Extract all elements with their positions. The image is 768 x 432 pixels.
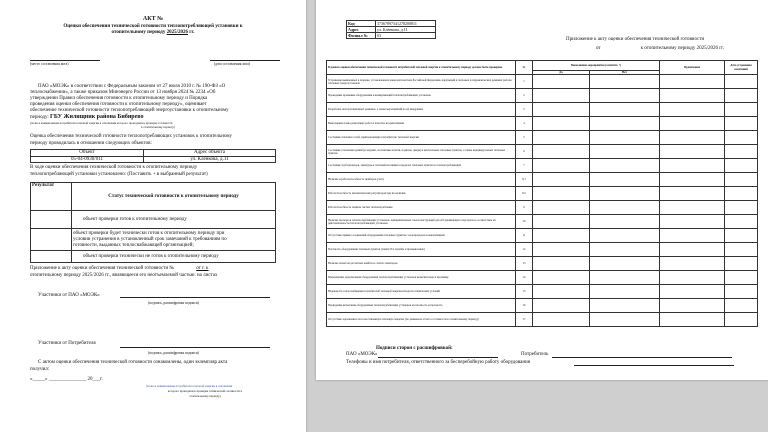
- address-value: ул. Клёнкова, д.11: [376, 27, 436, 33]
- requirement-date-cell[interactable]: [725, 285, 758, 299]
- requirement-yes-cell[interactable]: [533, 229, 590, 243]
- branch-value: 03: [376, 33, 436, 39]
- requirement-yes-cell[interactable]: [533, 173, 590, 187]
- requirement-yes-cell[interactable]: [533, 187, 590, 201]
- objects-header-object: Объект: [31, 150, 144, 157]
- requirement-row: [327, 271, 758, 285]
- code-label: Код: [347, 21, 376, 27]
- requirement-date-cell[interactable]: [725, 173, 758, 187]
- header-info-table: [346, 20, 436, 39]
- requirement-no-cell[interactable]: [589, 313, 659, 327]
- requirement-note-cell[interactable]: [660, 285, 725, 299]
- requirement-no-cell[interactable]: [589, 257, 659, 271]
- ack-date: «_____» _______________ 20___г.: [30, 377, 103, 382]
- act-page: [0, 0, 306, 432]
- status-header-result: Результат: [31, 183, 72, 211]
- requirement-note-cell[interactable]: [660, 131, 725, 145]
- object-address: ул. Клёнкова, д.11: [144, 156, 276, 163]
- requirement-note-cell[interactable]: [660, 215, 725, 229]
- requirement-number: 2: [516, 89, 533, 103]
- check-line-1: Оценка обеспечения технической готовности теплопотребляющих установок к отопительному: [30, 134, 233, 139]
- signatures-title: Подписи сторон с расшифровкой:: [376, 346, 453, 351]
- ack-line-2: получил:: [30, 367, 50, 372]
- requirement-yes-cell[interactable]: [533, 257, 590, 271]
- requirement-row: [327, 299, 758, 313]
- intro-line: обеспечение технической готовности теплопотребляющей энергоустановки к отопительному: [30, 108, 229, 113]
- appendix-title-2: от к отопительному периоду 2025/2026 гг.: [596, 46, 725, 51]
- requirement-yes-cell[interactable]: [533, 89, 590, 103]
- requirement-number: 8.1: [516, 173, 533, 187]
- requirement-no-cell[interactable]: [589, 159, 659, 173]
- requirement-row: [327, 285, 758, 299]
- footer-note-3: отопительному периоду): [189, 394, 221, 398]
- requirement-yes-cell[interactable]: [533, 201, 590, 215]
- sign-moek-label-2: ПАО «МОЭК»: [346, 352, 378, 357]
- requirement-text: Выполнение плана ремонтных работ и качество их выполнения: [327, 117, 516, 131]
- requirement-text: Плотность оборудования тепловых пунктов (спектр P и пломбы и промывочных): [327, 243, 516, 257]
- act-subtitle-1: Оценки обеспечения технической готовности теплопотребляющей установки к: [63, 24, 243, 29]
- requirement-note-cell[interactable]: [660, 173, 725, 187]
- object-code: 05-04-0930/011: [31, 156, 144, 163]
- requirement-no-cell[interactable]: [589, 131, 659, 145]
- requirement-note-cell[interactable]: [660, 117, 725, 131]
- requirement-number: 17: [516, 313, 533, 327]
- requirement-date-cell[interactable]: [725, 243, 758, 257]
- act-subtitle-2: отопительному периоду 2025/2026 гг.: [111, 30, 195, 35]
- requirement-text: Работоспособность автоматических регуляторов при их наличии: [327, 187, 516, 201]
- requirement-row: [327, 229, 758, 243]
- requirement-text: Проведение промывки оборудования и коммуникаций теплопотребляющих установок: [327, 89, 516, 103]
- requirement-no-cell[interactable]: [589, 271, 659, 285]
- requirement-number: 16: [516, 299, 533, 313]
- requirement-row: [327, 173, 758, 187]
- col-date: Дата устранения замечаний: [725, 61, 758, 75]
- requirement-yes-cell[interactable]: [533, 299, 590, 313]
- col-note: Примечание: [660, 61, 725, 75]
- requirement-no-cell[interactable]: [589, 187, 659, 201]
- requirement-yes-cell[interactable]: [533, 145, 590, 159]
- requirement-number: 1: [516, 75, 533, 89]
- sign-consumer-line-2: [552, 357, 732, 358]
- footer-note-2: которого проводилась проверка технической готовности к: [167, 389, 243, 393]
- requirement-date-cell[interactable]: [725, 271, 758, 285]
- sign-consumer-label: Участники от Потребителя: [38, 341, 96, 346]
- requirement-text: Устранение выявленных в порядке, установленном законодательством Российской Федерации, нарушений в тепловых и гидравлических режимах работы тепловых энергоустановок: [327, 75, 516, 89]
- requirement-date-cell[interactable]: [725, 131, 758, 145]
- col-no: Нет: [589, 71, 659, 75]
- requirement-note-cell[interactable]: [660, 75, 725, 89]
- status-check-1[interactable]: [31, 211, 72, 229]
- requirement-date-cell[interactable]: [725, 257, 758, 271]
- requirement-text: Прекращение подключения оборудования теплопотребляющих установок включительно и промывку: [327, 271, 516, 285]
- intro-paragraph: [30, 84, 286, 121]
- requirement-number: 6: [516, 145, 533, 159]
- requirement-date-cell[interactable]: [725, 103, 758, 117]
- appendix-page: [316, 0, 768, 380]
- address-label: Адрес: [347, 27, 376, 33]
- col-yes: Да: [533, 71, 590, 75]
- date-line: [210, 60, 280, 61]
- requirement-number: 4: [516, 117, 533, 131]
- requirement-text: Отсутствие прямых соединений оборудования тепловых пунктов с водопроводом и канализацией: [327, 229, 516, 243]
- requirement-yes-cell[interactable]: [533, 271, 590, 285]
- requirement-text: Наличие пломб на расчетных шайбах и соплах элеваторов: [327, 257, 516, 271]
- requirement-number: 15: [516, 285, 533, 299]
- requirement-text: Надежность теплоснабжения потребителей тепловой энергии исходя из технических условий: [327, 285, 516, 299]
- act-title: АКТ №: [142, 16, 164, 22]
- sign-moek-line-2: [378, 357, 498, 358]
- requirement-text: Наличие паспортов теплопотребляющих установок, принципиальных схем и инструкций для обслуживающего персонала и соответствие их действительности теплопотребляющих установок: [327, 215, 516, 229]
- sign-consumer-label-2: Потребитель: [521, 352, 549, 357]
- check-line-2: периоду проводилась в отношении следующих объектов:: [30, 141, 152, 146]
- sign-consumer-caption: (подпись, расшифровка подписи): [148, 351, 200, 355]
- requirement-yes-cell[interactable]: [533, 75, 590, 89]
- requirement-text: Состояние тепловых сетей, принадлежащих потребителю тепловой энергии: [327, 131, 516, 145]
- status-check-2[interactable]: [31, 229, 72, 251]
- date-label: (дата составления акта): [214, 62, 251, 66]
- appendix-line-1: Приложение к акту оценки обеспечения технической готовности № от г. к: [30, 266, 209, 271]
- requirement-row: [327, 89, 758, 103]
- requirement-date-cell[interactable]: [725, 159, 758, 173]
- appendix-line-2: отопительному периоду 2025/2026 гг., являющееся его неотъемлемой частью: на листах: [30, 273, 218, 278]
- requirements-table: [326, 60, 758, 327]
- requirement-date-cell[interactable]: [725, 215, 758, 229]
- requirement-note-cell[interactable]: [660, 257, 725, 271]
- col-number: №: [516, 61, 533, 75]
- requirement-no-cell[interactable]: [589, 229, 659, 243]
- requirement-yes-cell[interactable]: [533, 313, 590, 327]
- status-header-status: Статус технической готовности к отопительному периоду: [72, 183, 276, 211]
- requirement-number: 10: [516, 215, 533, 229]
- intro-line: утверждении Правил обеспечения готовности к отопительному периоду и Порядка: [30, 96, 208, 101]
- requirement-yes-cell[interactable]: [533, 243, 590, 257]
- requirement-text: Отсутствие задолженности за поставленную тепловую энергию (по данным из отчета о готовности к отопительному периоду): [327, 313, 516, 327]
- requirement-note-cell[interactable]: [660, 313, 725, 327]
- requirement-date-cell[interactable]: [725, 75, 758, 89]
- requirement-date-cell[interactable]: [725, 89, 758, 103]
- requirement-row: [327, 201, 758, 215]
- intro-line-last: периоду: ГБУ Жилищник района Бибирево: [30, 114, 144, 120]
- objects-table: [30, 149, 276, 163]
- requirement-no-cell[interactable]: [589, 201, 659, 215]
- status-option-conditional: объект проверки будет технически готов к отопительному периоду при условии устранения в установленный срок замечаний к требованиям по готовности, выданных теплоснабжающей организацией;: [72, 229, 276, 251]
- requirement-date-cell[interactable]: [725, 187, 758, 201]
- intro-line: ПАО «МОЭК» в соответствии с Федеральным законом от 27 июля 2010 г. № 190-ФЗ «О: [38, 84, 226, 89]
- requirement-date-cell[interactable]: [725, 229, 758, 243]
- requirement-no-cell[interactable]: [589, 299, 659, 313]
- requirement-number: 11: [516, 229, 533, 243]
- requirement-no-cell[interactable]: [589, 117, 659, 131]
- requirement-row: [327, 103, 758, 117]
- requirement-text: Наличие и работоспособность приборов учета;: [327, 173, 516, 187]
- requirement-note-cell[interactable]: [660, 145, 725, 159]
- requirement-number: 8.2: [516, 187, 533, 201]
- requirement-yes-cell[interactable]: [533, 103, 590, 117]
- requirement-text: Состояние утепления зданий (и чердаки, лестничные клетки, подвалы, двери) и центральных тепловых пунктов, а также индивидуальных тепловых пунктов: [327, 145, 516, 159]
- requirement-note-cell[interactable]: [660, 299, 725, 313]
- requirement-note-cell[interactable]: [660, 271, 725, 285]
- intro-line: проведения оценки обеспечения готовности к отопительному периоду», оценивает: [30, 102, 207, 107]
- col-requirement: В рамках оценки обеспечения технической готовности потребителей тепловой энергии к отопительному периоду должно быть проверено: [327, 61, 516, 75]
- requirement-yes-cell[interactable]: [533, 285, 590, 299]
- requirement-date-cell[interactable]: [725, 201, 758, 215]
- status-option-ready: объект проверки готов к отопительному периоду: [72, 211, 276, 229]
- requirement-yes-cell[interactable]: [533, 131, 590, 145]
- requirement-note-cell[interactable]: [660, 159, 725, 173]
- requirement-no-cell[interactable]: [589, 173, 659, 187]
- requirement-row: [327, 257, 758, 271]
- requirement-number: 7: [516, 159, 533, 173]
- status-check-3[interactable]: [31, 251, 72, 263]
- requirement-date-cell[interactable]: [725, 117, 758, 131]
- requirement-row: [327, 159, 758, 173]
- requirement-date-cell[interactable]: [725, 299, 758, 313]
- requirement-text: Работоспособность защиты систем теплопотребления: [327, 201, 516, 215]
- requirement-yes-cell[interactable]: [533, 117, 590, 131]
- appendix-title-1: Приложение к акту оценки обеспечения технической готовности: [566, 37, 705, 42]
- intro-line: теплоснабжении», а также приказом Минэнерго России от 13 ноября 2024 № 2234 «Об: [30, 90, 216, 95]
- requirement-yes-cell[interactable]: [533, 215, 590, 229]
- requirement-date-cell[interactable]: [725, 145, 758, 159]
- sign-moek-line: [120, 297, 270, 298]
- result-line-1: В ходе оценки обеспечения технической готовности к отопительному периоду: [30, 165, 198, 170]
- requirement-note-cell[interactable]: [660, 201, 725, 215]
- status-table: [30, 182, 276, 263]
- org-name: ГБУ Жилищник района Бибирево: [50, 114, 144, 120]
- requirement-row: [327, 215, 758, 229]
- requirement-no-cell[interactable]: [589, 285, 659, 299]
- requirement-note-cell[interactable]: [660, 243, 725, 257]
- requirement-no-cell[interactable]: [589, 103, 659, 117]
- requirement-row: [327, 243, 758, 257]
- requirement-row: [327, 75, 758, 89]
- col-done: Выполнение мероприятия (отметить +): [533, 61, 660, 71]
- requirement-text: Проведение испытания оборудования теплопотребляющих установок на плотность и прочность: [327, 299, 516, 313]
- requirement-row: [327, 131, 758, 145]
- requirement-note-cell[interactable]: [660, 229, 725, 243]
- requirement-number: 9: [516, 201, 533, 215]
- sign-moek-label: Участники от ПАО «МОЭК»: [38, 293, 100, 298]
- branch-label: Филиал №: [347, 33, 376, 39]
- requirement-note-cell[interactable]: [660, 89, 725, 103]
- requirement-note-cell[interactable]: [660, 187, 725, 201]
- requirement-number: 13: [516, 257, 533, 271]
- requirement-number: 5: [516, 131, 533, 145]
- ack-line-1: С актом оценки обеспечения технической готовности ознакомлены, один экземпляр акта: [38, 360, 228, 365]
- place-line: [30, 60, 100, 61]
- result-line-2: теплопотребляющей установки установлено: (Поставить + в выбранный результат): [30, 172, 208, 177]
- code-value: 37367897341278200811: [376, 21, 436, 27]
- requirement-note-cell[interactable]: [660, 103, 725, 117]
- requirement-date-cell[interactable]: [725, 313, 758, 327]
- phones-line: Телефоны и имя потребителя, ответственного за бесперебойную работу оборудования: [346, 360, 531, 365]
- requirement-no-cell[interactable]: [589, 89, 659, 103]
- footer-note-1: (полное наименование потребителя тепловой энергии в отношении: [146, 384, 233, 388]
- objects-header-address: Адрес объекта: [144, 150, 276, 157]
- requirement-no-cell[interactable]: [589, 145, 659, 159]
- phones-underline: [574, 365, 734, 366]
- requirement-text: Разработка эксплуатационных режимов, а также мероприятий по их внедрению: [327, 103, 516, 117]
- requirement-no-cell[interactable]: [589, 215, 659, 229]
- requirement-row: [327, 313, 758, 327]
- requirement-no-cell[interactable]: [589, 75, 659, 89]
- sign-moek-caption: (подпись, расшифровка подписи): [148, 301, 200, 305]
- requirement-text: Состояние трубопроводов, арматуры и тепловой изоляции в пределах тепловых пунктов и теплопотребляющих: [327, 159, 516, 173]
- requirement-number: 3: [516, 103, 533, 117]
- requirement-row: [327, 145, 758, 159]
- requirement-row: [327, 187, 758, 201]
- status-option-not-ready: объект проверки технически не готов к отопительному периоду: [72, 251, 276, 263]
- requirement-no-cell[interactable]: [589, 243, 659, 257]
- org-note: (полное наименование потребителя тепловой энергии в отношении которого проводилась проверка готовности: [30, 121, 173, 125]
- requirement-number: 12: [516, 243, 533, 257]
- place-label: (место составления акта): [30, 62, 69, 66]
- org-note-2: к отопительному периоду): [141, 125, 175, 129]
- requirement-number: 14: [516, 271, 533, 285]
- sign-consumer-line: [120, 347, 270, 348]
- requirement-row: [327, 117, 758, 131]
- requirement-yes-cell[interactable]: [533, 159, 590, 173]
